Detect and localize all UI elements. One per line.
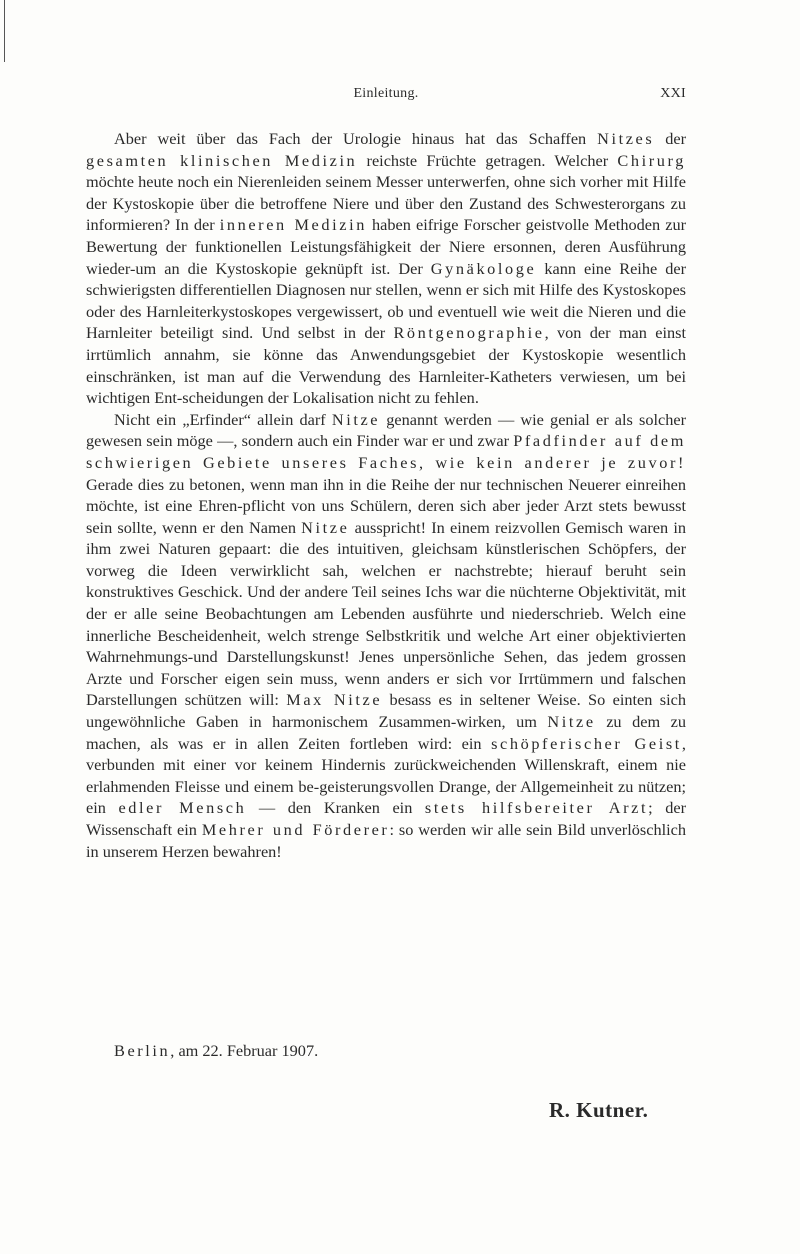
text-run: Nicht ein „Erfinder“ allein darf (114, 409, 332, 429)
spaced-emphasis: Mehrer und Förderer (201, 820, 390, 839)
place-name: Berlin (114, 1041, 171, 1060)
spaced-emphasis: inneren Medizin (219, 215, 367, 235)
text-run: zu dem zu machen, als was er in allen Zeiten fortleben wird: ein (86, 712, 686, 753)
spaced-emphasis: schöpferischer Geist (491, 733, 682, 753)
page-edge-line (4, 0, 5, 62)
spaced-emphasis: Max Nitze (286, 690, 383, 710)
spaced-emphasis: edler Mensch (118, 798, 247, 818)
author-signature: R. Kutner. (549, 1098, 649, 1122)
header-title: Einleitung. (353, 86, 419, 101)
paragraph-2 (86, 409, 686, 862)
paragraph-1 (86, 128, 686, 409)
text-run: : so werden wir alle sein Bild unverlöschlich in unserem Herzen bewahren! (86, 820, 687, 861)
spaced-emphasis: gesamten klinischen Medizin (86, 150, 358, 170)
spaced-emphasis: Nitze (301, 517, 350, 537)
text-run: besass es in seltener Weise. So einten sich ungewöhnliche Gaben in harmonischem Zusammen-wirken, um (86, 690, 686, 732)
spaced-emphasis: Pfadfinder auf dem schwierigen Gebiete unseres Faches, wie kein anderer je zuvor! (86, 431, 686, 472)
text-run: genannt werden — wie genial er als solcher gewesen sein möge —, sondern auch ein Finder war er und zwar (86, 409, 687, 451)
text-run: Aber weit über das Fach der Urologie hinaus hat das Schaffen (114, 129, 598, 148)
text-run: der (654, 129, 687, 148)
text-run: , von der man einst irrtümlich annahm, sie könne das Anwendungsgebiet der Kystoskopie wesentlich einschränken, ist man auf die Verwendung des Harnleiter-Katheters verwiesen, um bei wichtigen Ent-scheidungen der Lokalisation nicht zu fehlen. (86, 323, 687, 408)
text-run: reichste Früchte getragen. Welcher (357, 150, 618, 170)
spaced-emphasis: Nitze (547, 712, 596, 732)
spaced-emphasis: Nitze (331, 409, 381, 429)
text-run: , verbunden mit einer vor keinem Hindernis zurückweichenden Willenskraft, einem nie erlahmenden Fleisse und einem be-geisterungsvollen Drange, der Allgemeinheit zu nützen; ein (86, 733, 686, 818)
spaced-emphasis: Nitzes (597, 129, 655, 148)
date-text: , am 22. Februar 1907. (170, 1041, 319, 1060)
place-and-date (114, 1041, 318, 1061)
spaced-emphasis: Röntgenographie (393, 323, 545, 343)
text-run: möchte heute noch ein Nierenleiden seinem Messer unterwerfen, ohne sich vorher mit Hilfe der Kystoskopie über die betroffene Niere und über den Zustand des Schwesterorgans zu informieren? In der (86, 172, 686, 235)
text-run: ; der Wissenschaft ein (86, 798, 686, 839)
text-run: Gerade dies zu betonen, wenn man ihn in die Reihe der nur technischen Neuerer einreihen möchte, ist eine Ehren-pflicht von uns Schülern, deren sich aber jeder Arzt stets bewusst sein sollte, wenn er den Namen (86, 474, 686, 537)
spaced-emphasis: Chirurg (617, 150, 686, 170)
text-run: — den Kranken ein (246, 798, 425, 818)
text-run: haben eifrige Forscher geistvolle Methoden zur Bewertung der funktionellen Leistungsfähigkeit der Niere ersonnen, deren Ausführung wieder-um an die Kystoskopie geknüpft ist. Der (86, 215, 687, 278)
body-text (86, 128, 686, 862)
text-run: ausspricht! In einem reizvollen Gemisch waren in ihm zwei Naturen gepaart: die des intuitiven, gleichsam künstlerischen Schöpfers, der vorweg die Ideen verwirklicht sah, welchen er nachstrebte; hierauf beruht sein konstruktives Geschick. Und der andere Teil seines Ichs war die nüchterne Objektivität, mit der er alle seine Beobachtungen am Lebenden ausführte und niederschrieb. Welch eine innerliche Bescheidenheit, welch strenge Selbstkritik und welche Art einer objektivierten Wahrnehmungs-und Darstellungskunst! Jenes unpersönliche Sehen, das jedem grossen Arzte und Forscher eigen sein muss, wenn anders er sich vor Irrtümmern und falschen Darstellungen schützen will: (86, 517, 686, 710)
page-number: XXI (660, 86, 686, 101)
text-run: kann eine Reihe der schwierigsten differentiellen Diagnosen nur stellen, wenn er sich mit Hilfe des Kystoskopes oder des Harnleiterkystoskopes vergewissert, ob und eventuell wie weit die Nieren und die Harnleiter beteiligt sind. Und selbst in der (86, 258, 686, 343)
spaced-emphasis: Gynäkologe (430, 258, 537, 278)
running-header (86, 86, 686, 108)
spaced-emphasis: stets hilfsbereiter Arzt (424, 798, 649, 818)
